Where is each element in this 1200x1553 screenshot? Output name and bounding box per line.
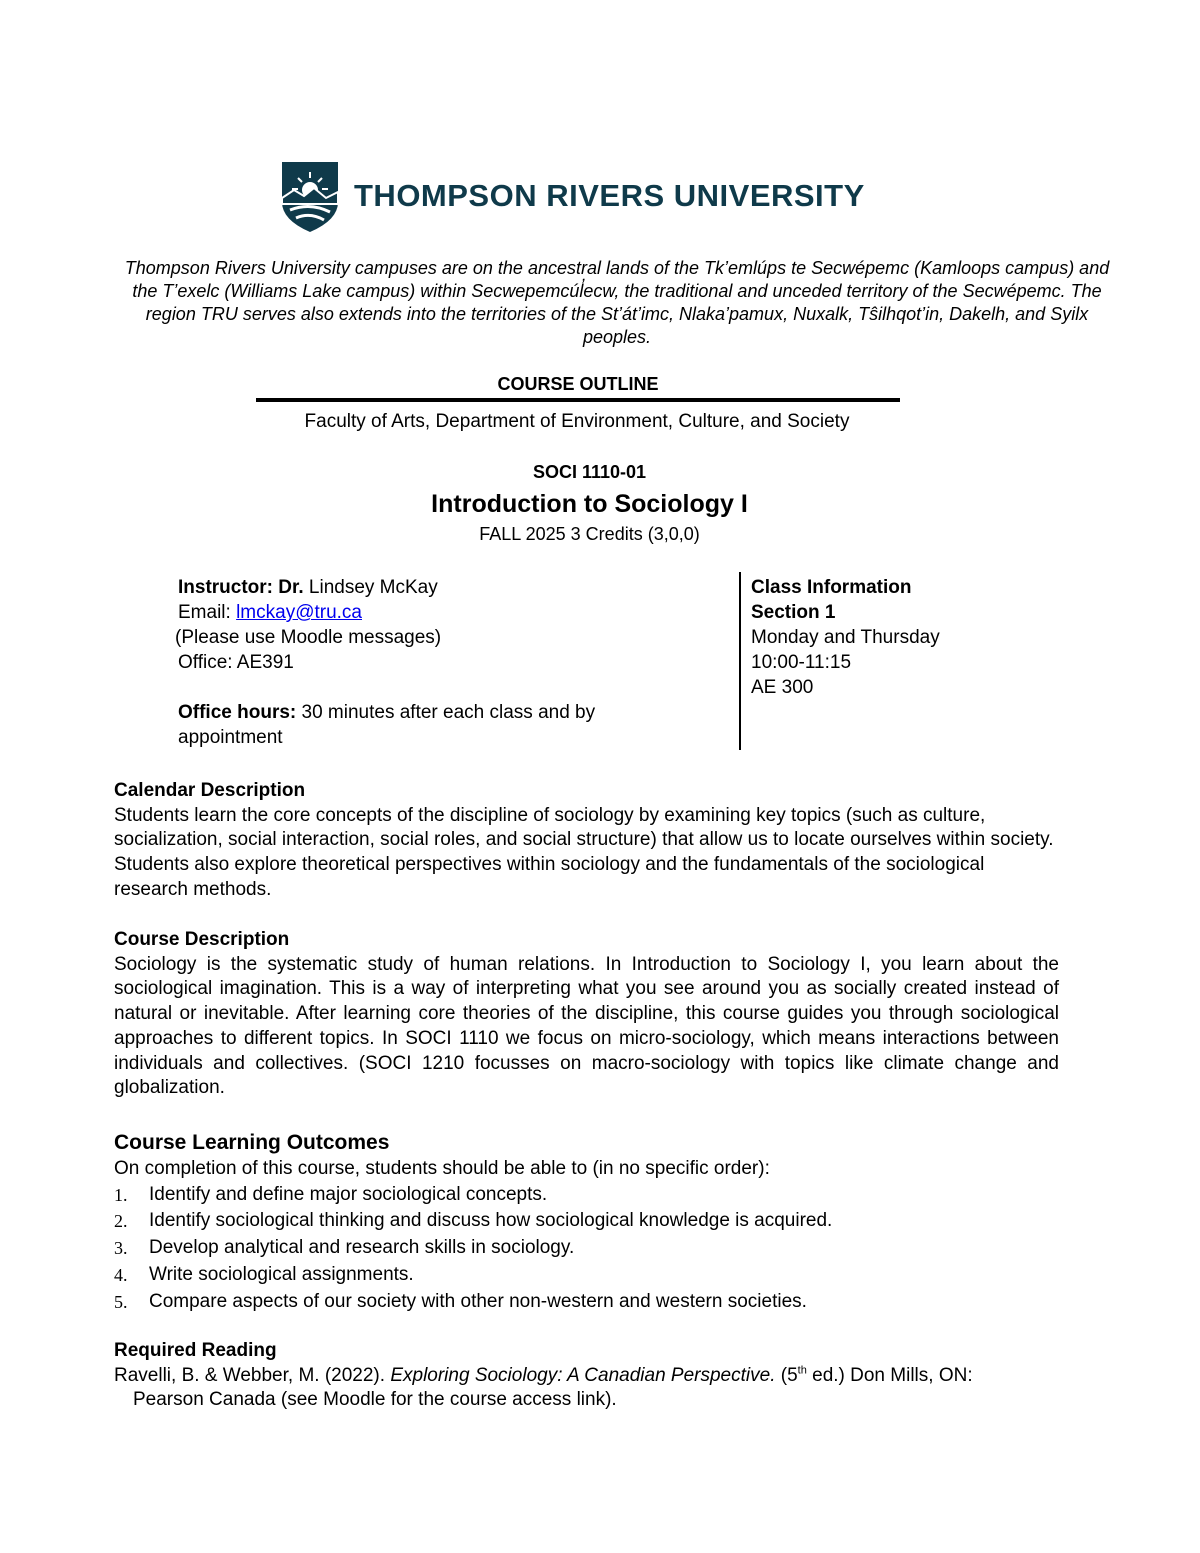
class-days: Monday and Thursday	[751, 627, 940, 648]
course-term-credits: FALL 2025 3 Credits (3,0,0)	[479, 524, 700, 544]
learning-outcomes	[114, 1129, 1059, 1315]
email-line	[178, 600, 698, 625]
course-desc-text: Sociology is the systematic study of human relations. In Introduction to Sociology I, you learn about the sociological imagination. This is a way of interpreting what you see around you as socially created instead of natural or inevitable. After learning core theories of the discipline, this course guides you through sociological approaches to different topics. In SOCI 1110 we focus on micro-sociology, which means interactions between individuals and collectives. (SOCI 1210 focusses on macro-sociology with topics like climate change and globalization.	[114, 953, 1059, 1099]
calendar-text: Students learn the core concepts of the discipline of sociology by examining key topics (such as culture, socialization, social interaction, social roles, and social structure) that allow us to locate ourselves within society. Students also explore theoretical perspectives within sociology and the fundamentals of the sociological research methods.	[114, 804, 1054, 900]
list-item	[114, 1235, 1059, 1262]
list-number: 4.	[114, 1264, 128, 1285]
class-room: AE 300	[751, 677, 814, 698]
reading-publisher: ed.) Don Mills, ON: Pearson Canada (see Moodle for the course access link).	[133, 1364, 973, 1411]
list-item	[114, 1182, 1059, 1209]
tru-shield-icon	[280, 158, 340, 234]
course-desc-heading: Course Description	[114, 929, 290, 950]
course-title: Introduction to Sociology I	[431, 490, 748, 518]
instructor-block	[175, 575, 698, 750]
reading-authors: Ravelli, B. & Webber, M. (2022).	[114, 1364, 391, 1386]
land-acknowledgement: Thompson Rivers University campuses are on the ancestral lands of the Tk’emlúps te Secwépemc (Kamloops campus) and the T’exelc (Williams Lake campus) within Secwepemcúl̓ecw, the traditional and unceded territory of the Secwépemc. The region TRU serves also extends into the territories of the St’át’imc, Nlaka’pamux, Nuxalk, Tŝilhqot’in, Dakelh, and Syilx peoples.	[124, 258, 1110, 347]
calendar-description	[114, 779, 1059, 903]
list-text: Identify sociological thinking and discuss how sociological knowledge is acquired.	[149, 1210, 833, 1232]
reading-edition-sup: th	[797, 1364, 807, 1377]
outline-title: COURSE OUTLINE	[497, 374, 659, 394]
list-number: 3.	[114, 1238, 128, 1259]
column-divider	[739, 572, 741, 750]
list-item	[114, 1208, 1059, 1235]
office-location: Office: AE391	[178, 652, 294, 673]
instructor-line	[178, 575, 698, 600]
list-text: Identify and define major sociological concepts.	[149, 1183, 548, 1205]
instructor-label: Instructor: Dr.	[178, 577, 304, 598]
office-hours-label: Office hours:	[178, 702, 297, 723]
faculty-department: Faculty of Arts, Department of Environment, Culture, and Society	[304, 411, 850, 432]
list-item	[114, 1262, 1059, 1289]
email-link[interactable]: lmckay@tru.ca	[236, 602, 362, 623]
reading-heading: Required Reading	[114, 1340, 277, 1361]
reading-edition-pre: (5	[775, 1364, 798, 1386]
outcomes-heading: Course Learning Outcomes	[114, 1131, 390, 1154]
office-hours	[178, 700, 698, 750]
list-item	[114, 1289, 1059, 1316]
list-text: Write sociological assignments.	[149, 1263, 414, 1285]
university-logo	[280, 156, 930, 236]
list-number: 2.	[114, 1211, 128, 1232]
course-code: SOCI 1110-01	[532, 462, 647, 482]
title-divider	[256, 398, 900, 402]
reading-citation	[114, 1364, 1014, 1413]
list-number: 1.	[114, 1184, 128, 1205]
class-section: Section 1	[751, 602, 836, 623]
office-hours-value: 30 minutes after each class and by appointment	[178, 702, 596, 748]
email-label: Email:	[178, 602, 237, 623]
list-text: Compare aspects of our society with other non-western and western societies.	[149, 1290, 807, 1312]
email-note: (Please use Moodle messages)	[175, 627, 442, 648]
university-name: THOMPSON RIVERS UNIVERSITY	[354, 178, 865, 213]
class-time: 10:00-11:15	[751, 652, 852, 673]
required-reading	[114, 1339, 1014, 1413]
course-description	[114, 928, 1059, 1101]
reading-book-title: Exploring Sociology: A Canadian Perspective.	[390, 1364, 776, 1386]
list-number: 5.	[114, 1291, 128, 1312]
outcomes-intro: On completion of this course, students should be able to (in no specific order):	[114, 1158, 770, 1179]
class-info-heading: Class Information	[751, 577, 912, 598]
class-info-block	[751, 575, 1081, 700]
outcomes-list	[114, 1182, 1059, 1316]
calendar-heading: Calendar Description	[114, 780, 306, 801]
instructor-name: Lindsey McKay	[303, 577, 438, 598]
list-text: Develop analytical and research skills in sociology.	[149, 1237, 575, 1259]
